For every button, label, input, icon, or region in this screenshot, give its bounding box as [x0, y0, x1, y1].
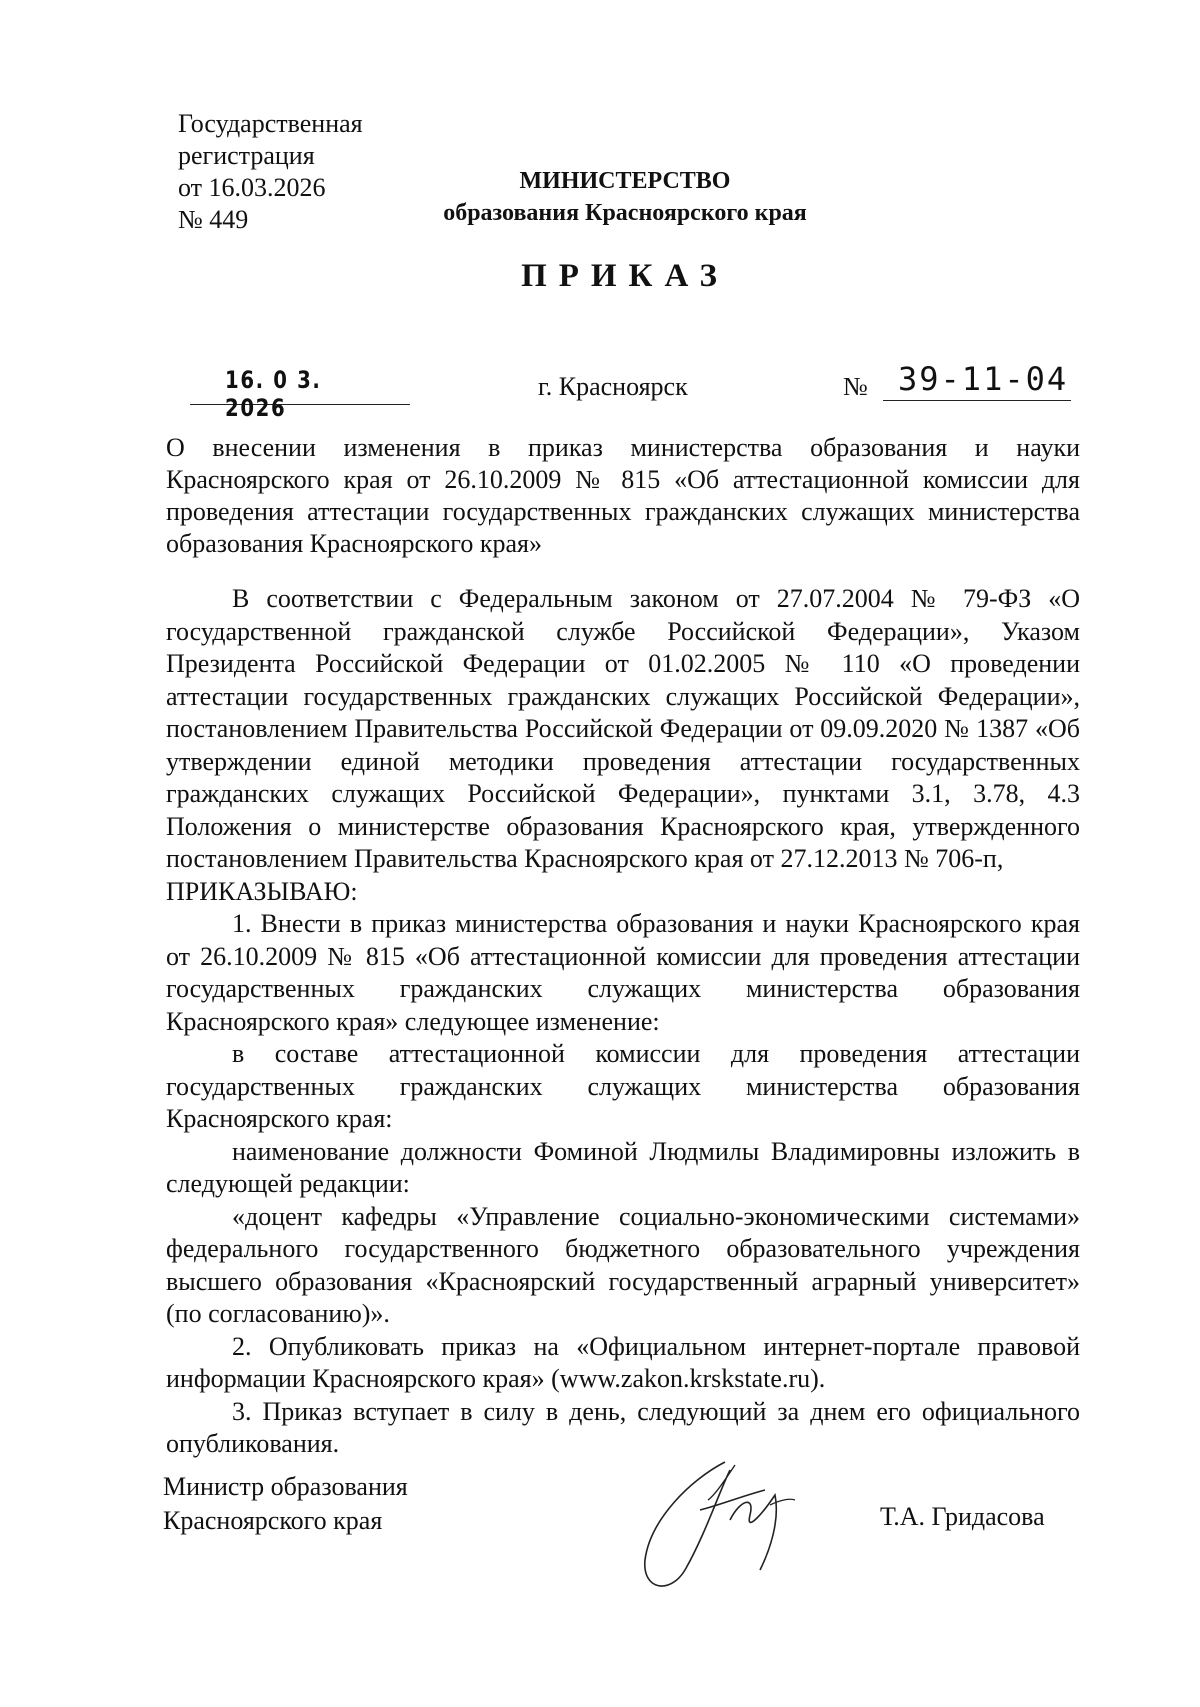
registration-date: от 16.03.2026	[178, 173, 326, 202]
item-2: 2. Опубликовать приказ на «Официальном интернет-портале правовой информации Красноярского края» (www.zakon.krskstate.ru).	[166, 1331, 1080, 1393]
order-body	[166, 583, 1080, 1461]
item-1: 1. Внести в приказ министерства образования и науки Красноярского края от 26.10.2009 № 815 «Об аттестационной комиссии для проведения аттестации государственных гражданских служащих министерства образования Красноярского края» следующее изменение:	[166, 909, 1080, 1036]
number-underline	[883, 400, 1071, 401]
order-number: 39-11-04	[898, 360, 1069, 398]
ministry-title: МИНИСТЕРСТВО	[519, 168, 731, 194]
order-subject: О внесении изменения в приказ министерства образования и науки Красноярского края от 26.10.2009 № 815 «Об аттестационной комиссии для проведения аттестации государственных гражданских служащих министерства образования Красноярского края»	[166, 433, 1080, 558]
signatory-name: Т.А. Гридасова	[880, 1502, 1045, 1531]
item-3: 3. Приказ вступает в силу в день, следующий за днем его официального опубликования.	[166, 1396, 1080, 1458]
signatory-title-line-1: Министр образования	[163, 1472, 408, 1501]
ministry-subtitle: образования Красноярского края	[443, 200, 807, 226]
document-type: ПРИКАЗ	[521, 258, 729, 294]
item-1-position-name: наименование должности Фоминой Людмилы Владимировны изложить в следующей редакции:	[166, 1136, 1080, 1198]
item-1-new-wording: «доцент кафедры «Управление социально-экономическими системами» федерального государственного бюджетного образовательного учреждения высшего образования «Красноярский государственный аграрный университет» (по согласованию)».	[166, 1201, 1080, 1328]
order-date-field	[190, 362, 410, 422]
signatory-title	[163, 1470, 408, 1538]
registration-line-1: Государственная	[178, 109, 363, 138]
order-date: 16. 0 3. 2026	[225, 366, 322, 422]
registration-stamp	[178, 108, 363, 236]
registration-number: № 449	[178, 205, 249, 234]
order-number-field	[843, 362, 1071, 404]
item-1-composition: в составе аттестационной комиссии для проведения аттестации государственных гражданских служащих министерства образования Красноярского края:	[166, 1039, 1080, 1133]
number-sign: №	[843, 372, 868, 401]
order-word: ПРИКАЗЫВАЮ:	[166, 876, 358, 906]
order-city: г. Красноярск	[538, 372, 688, 401]
registration-line-2: регистрация	[178, 141, 315, 170]
handwritten-signature	[630, 1450, 830, 1600]
signatory-title-line-2: Красноярского края	[163, 1506, 383, 1535]
preamble-paragraph: В соответствии с Федеральным законом от 27.07.2004 № 79-ФЗ «О государственной гражданской службе Российской Федерации», Указом Президента Российской Федерации от 01.02.2005 № 110 «О проведении аттестации государственных гражданских служащих Российской Федерации», постановлением Правительства Российской Федерации от 09.09.2020 № 1387 «Об утверждении единой методики проведения аттестации государственных гражданских служащих Российской Федерации», пунктами 3.1, 3.78, 4.3 Положения о министерстве образования Красноярского края, утвержденного постановлением Правительства Красноярского края от 27.12.2013 № 706-п,	[166, 584, 1080, 873]
ministry-header	[380, 165, 870, 229]
